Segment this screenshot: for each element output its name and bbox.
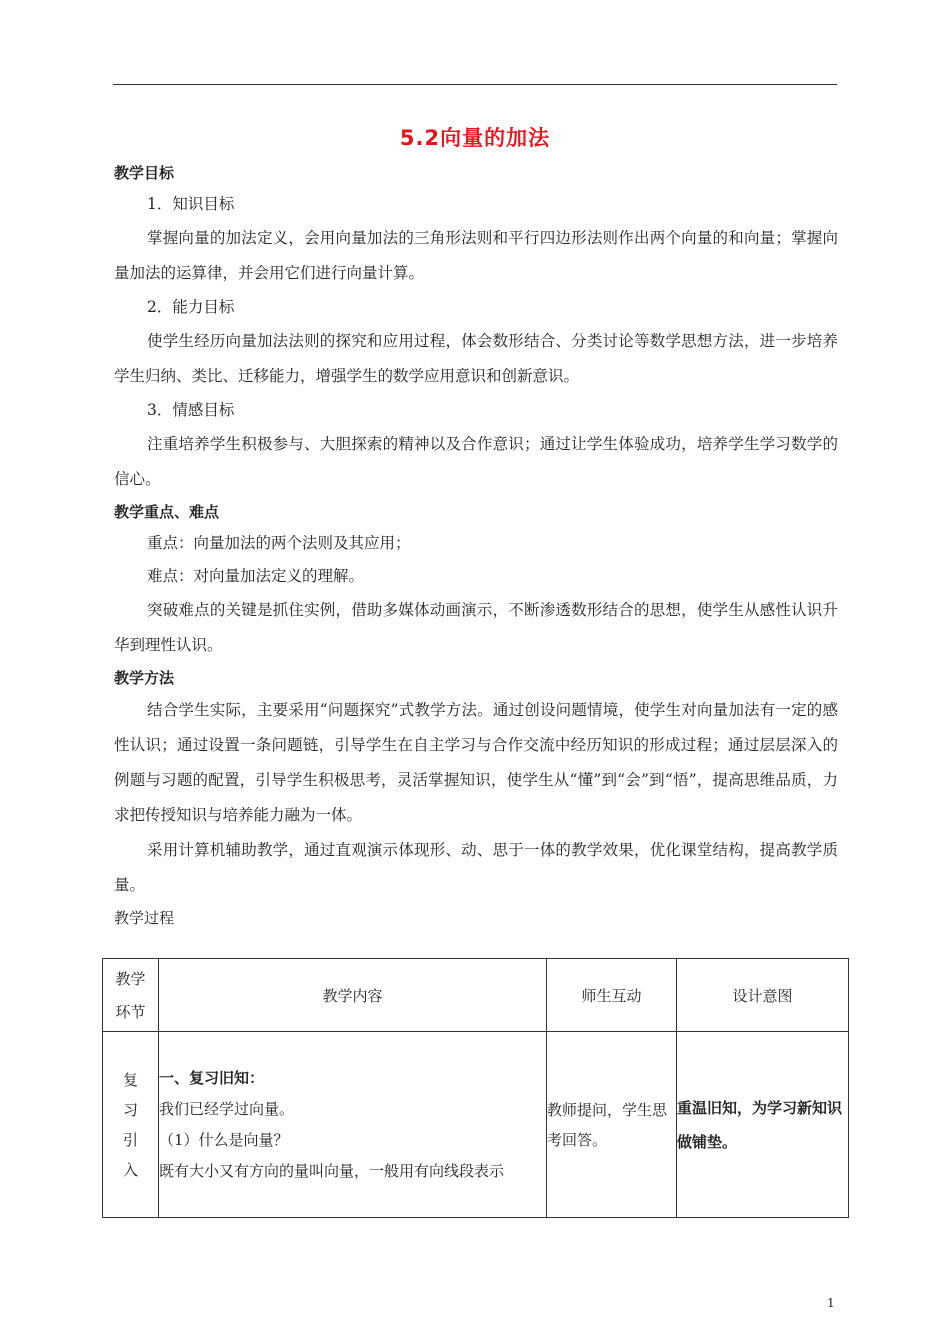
knowledge-text: 掌握向量的加法定义，会用向量加法的三角形法则和平行四边形法则作出两个向量的和向量；掌握向量加法的运算律，并会用它们进行向量计算。 [114, 229, 838, 282]
page-number: 1 [827, 1296, 835, 1310]
key-point: 重点：向量加法的两个法则及其应用； [147, 534, 411, 552]
methods-paragraph-1: 结合学生实际，主要采用“问题探究”式教学方法。通过创设问题情境，使学生对向量加法有一定的感性认识；通过设置一条问题链，引导学生在自主学习与合作交流中经历知识的形成过程；通过层层深入的例题与习题的配置，引导学生积极思考，灵活掌握知识，使学生从“懂”到“会”到“悟”，提高思维品质，力求把传授知识与培养能力融为一体。 [114, 701, 838, 824]
process-heading: 教学过程 [114, 909, 175, 927]
stage-char: 复 [122, 1070, 138, 1089]
ability-label: 2．能力目标 [147, 298, 235, 316]
header-intent: 设计意图 [677, 959, 849, 1032]
methods-heading: 教学方法 [114, 669, 175, 687]
header-stage [103, 959, 159, 1032]
section-title: 一、复习旧知： [159, 1068, 265, 1087]
methods-paragraph-2: 采用计算机辅助教学，通过直观演示体现形、动、思于一体的教学效果，优化课堂结构，提高教学质量。 [114, 841, 838, 894]
header-interaction: 师生互动 [547, 959, 677, 1032]
emotion-text: 注重培养学生积极参与、大胆探索的精神以及合作意识；通过让学生体验成功，培养学生学习数学的信心。 [114, 435, 838, 488]
content-cell [159, 1032, 547, 1218]
breakthrough-text: 突破难点的关键是抓住实例，借助多媒体动画演示，不断渗透数形结合的思想，使学生从感性认识升华到理性认识。 [114, 601, 838, 654]
document-body [114, 158, 838, 933]
difficulty-point: 难点：对向量加法定义的理解。 [147, 567, 365, 585]
content-line: 既有大小又有方向的量叫向量，一般用有向线段表示 [159, 1161, 505, 1180]
header-content: 教学内容 [159, 959, 547, 1032]
knowledge-label: 1．知识目标 [147, 195, 235, 213]
table-row [103, 1032, 849, 1218]
content-line: （1）什么是向量？ [159, 1130, 289, 1149]
interaction-cell: 教师提问，学生思考回答。 [547, 1032, 677, 1218]
intent-cell: 重温旧知，为学习新知识做铺垫。 [677, 1032, 849, 1218]
stage-cell [103, 1032, 159, 1218]
page-title: 5.2向量的加法 [399, 126, 551, 150]
objectives-heading: 教学目标 [114, 164, 175, 182]
emotion-label: 3．情感目标 [147, 401, 235, 419]
content-line: 我们已经学过向量。 [159, 1099, 295, 1118]
stage-char: 引 [122, 1130, 138, 1149]
header-rule [113, 84, 837, 85]
header-stage-line1: 教学 [115, 970, 146, 988]
stage-char: 入 [122, 1160, 138, 1179]
header-stage-line2: 环节 [115, 1003, 146, 1021]
stage-char: 习 [122, 1100, 138, 1119]
key-points-heading: 教学重点、难点 [114, 503, 220, 521]
ability-text: 使学生经历向量加法法则的探究和应用过程，体会数形结合、分类讨论等数学思想方法，进一步培养学生归纳、类比、迁移能力，增强学生的数学应用意识和创新意识。 [114, 332, 838, 385]
table-header-row [103, 959, 849, 1032]
process-table [102, 958, 849, 1218]
